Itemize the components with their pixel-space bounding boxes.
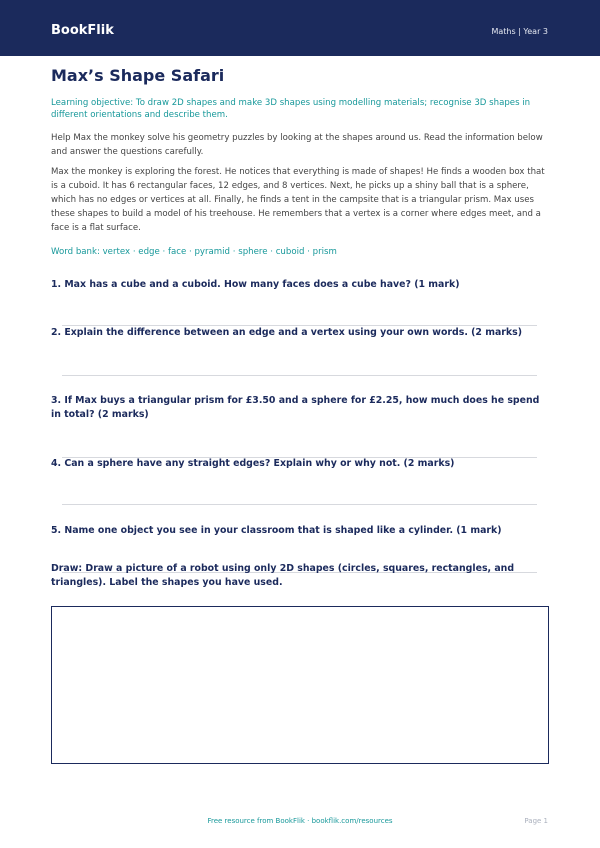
header-bar xyxy=(0,0,600,56)
question-1: 1. Max has a cube and a cuboid. How many faces does a cube have? (1 mark) xyxy=(51,279,460,290)
brand-name: BookFlik xyxy=(51,23,114,38)
page-number: Page 1 xyxy=(524,817,548,825)
draw-task: Draw: Draw a picture of a robot using only 2D shapes (circles, squares, rectangles, and triangles). Label the shapes you have used. xyxy=(51,563,515,588)
question-5: 5. Name one object you see in your classroom that is shaped like a cylinder. (1 mark) xyxy=(51,525,502,536)
question-3: 3. If Max buys a triangular prism for £3.50 and a sphere for £2.25, how much does he spend in total? (2 marks) xyxy=(51,395,540,420)
answer-line[interactable] xyxy=(62,375,537,376)
intro-paragraph: Help Max the monkey solve his geometry puzzles by looking at the shapes around us. Read the information below and answer the questions carefully. xyxy=(51,133,543,157)
learning-objective: Learning objective: To draw 2D shapes and make 3D shapes using modelling materials; recognise 3D shapes in different orientations and describe them. xyxy=(51,98,531,120)
question-2: 2. Explain the difference between an edge and a vertex using your own words. (2 marks) xyxy=(51,327,523,338)
answer-line[interactable] xyxy=(62,504,537,505)
word-bank: Word bank: vertex · edge · face · pyramid · sphere · cuboid · prism xyxy=(51,247,337,257)
page-title: Max’s Shape Safari xyxy=(51,66,225,85)
drawing-box[interactable] xyxy=(51,606,549,764)
question-4: 4. Can a sphere have any straight edges? Explain why or why not. (2 marks) xyxy=(51,458,455,469)
subject-year: Maths | Year 3 xyxy=(491,27,548,36)
footer-credit[interactable]: Free resource from BookFlik · bookflik.com/resources xyxy=(207,817,393,825)
story-paragraph: Max the monkey is exploring the forest. He notices that everything is made of shapes! He finds a wooden box that is a cuboid. It has 6 rectangular faces, 12 edges, and 8 vertices. Next, he picks up a shiny ball that is a sphere, which has no edges or vertices at all. Finally, he finds a tent in the campsite that is a triangular prism. Max uses these shapes to build a model of his treehouse. He remembers that a vertex is a corner where edges meet, and a face is a flat surface. xyxy=(51,167,545,233)
